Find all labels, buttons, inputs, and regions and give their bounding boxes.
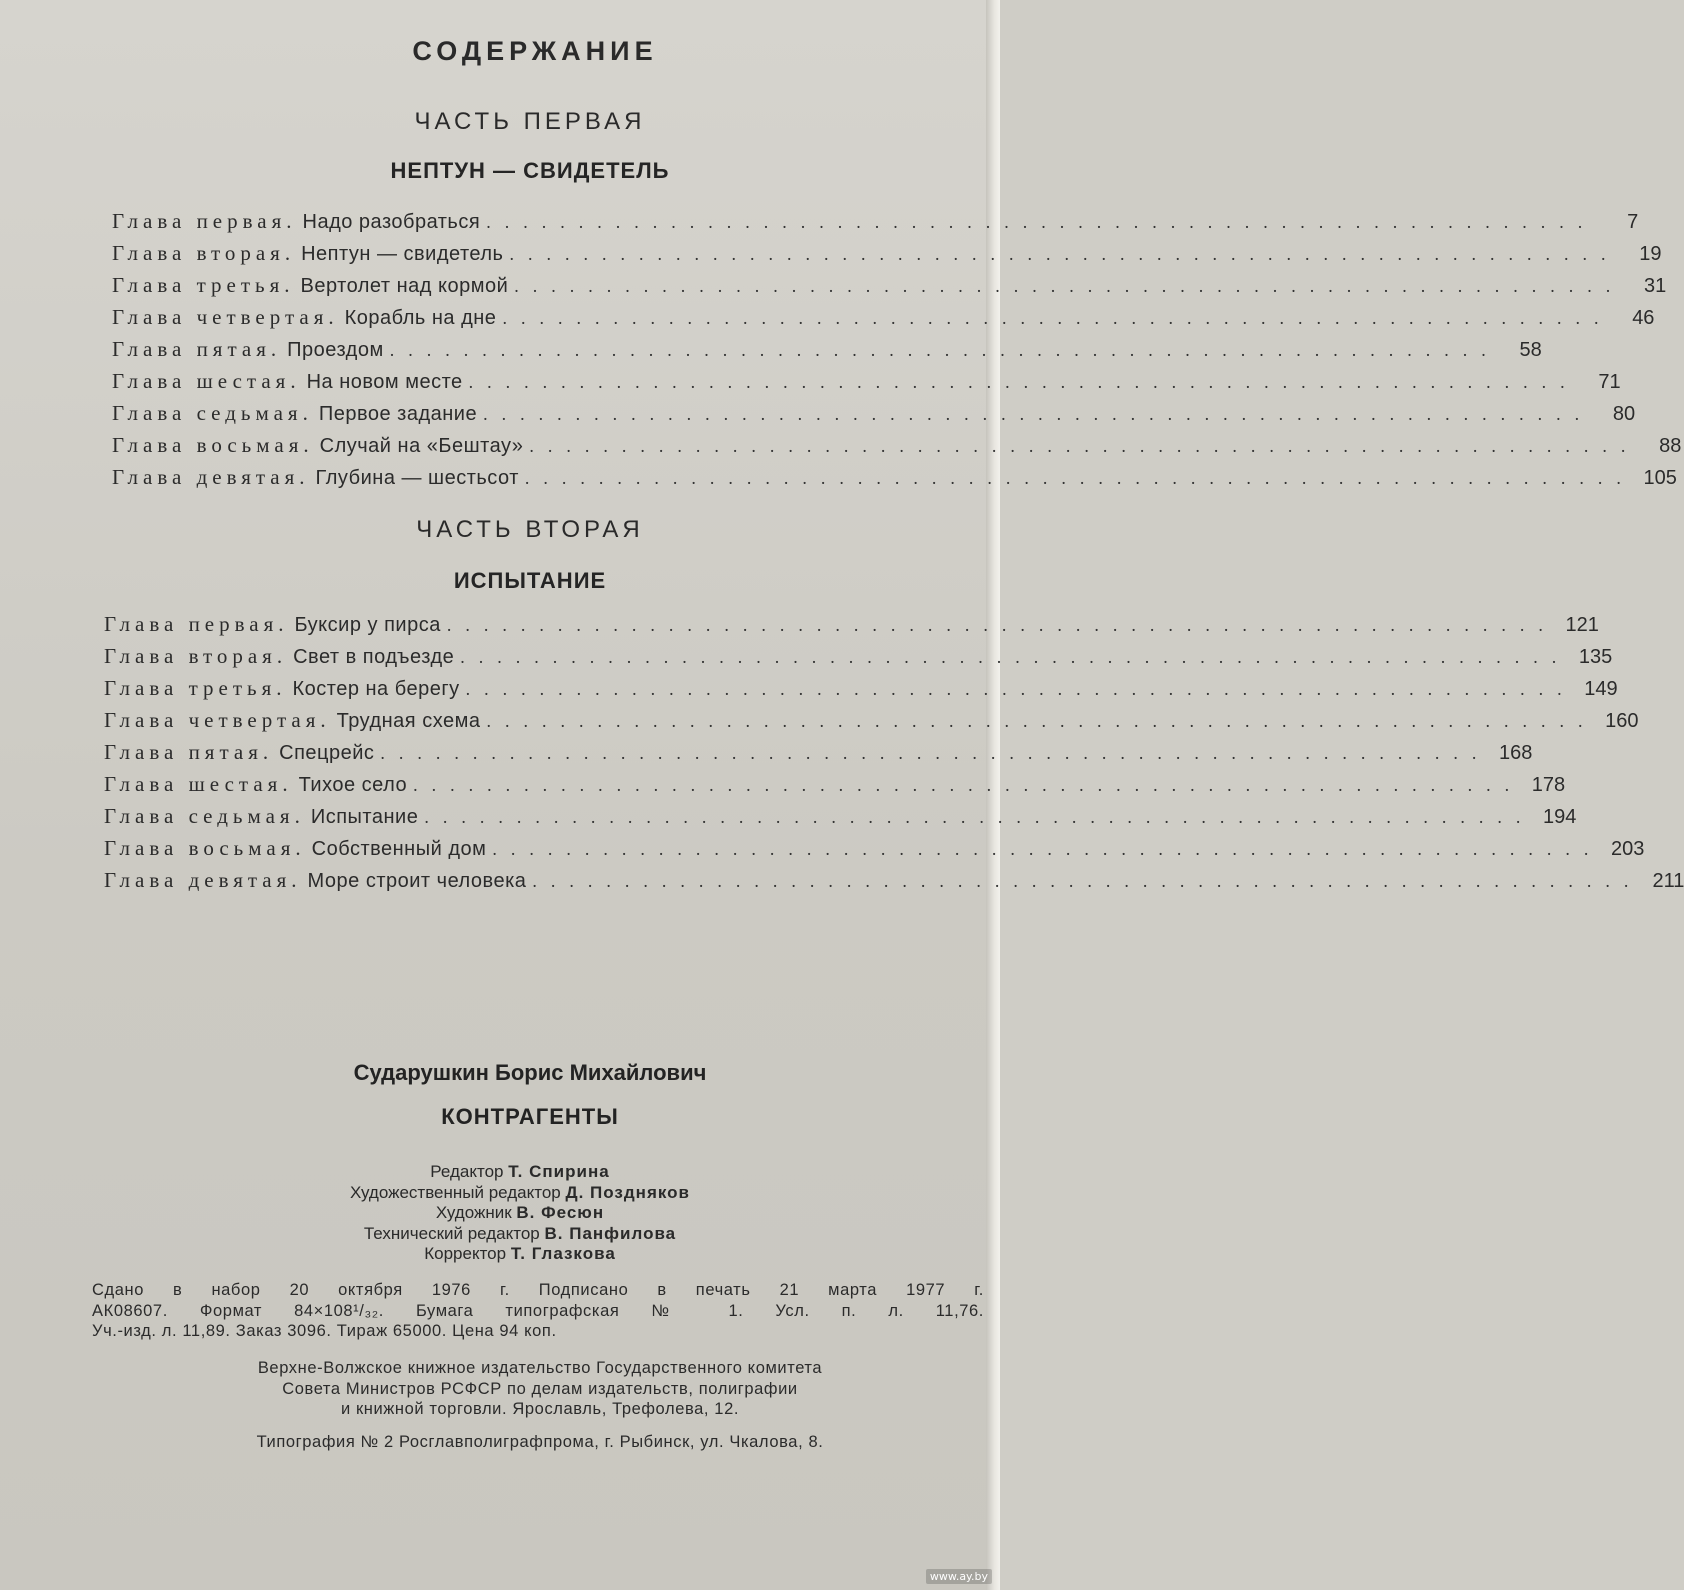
publisher-line: Верхне-Волжское книжное издательство Государственного комитета (257, 1359, 823, 1377)
chapter-label: Глава третья. (104, 676, 287, 700)
leader-dots: ............................................................ (524, 468, 1635, 488)
printer-block (130, 1432, 950, 1453)
chapter-label: Глава третья. (112, 273, 295, 297)
toc-chapter-entry (112, 333, 1542, 365)
toc-chapter-entry (104, 832, 1645, 864)
credit-line (40, 1203, 1000, 1224)
chapter-page-number: 203 (1610, 838, 1645, 860)
credit-person: Т. Глазкова (510, 1244, 616, 1263)
part-one-name: НЕПТУН — СВИДЕТЕЛЬ (390, 158, 670, 183)
toc-heading: СОДЕРЖАНИЕ (412, 36, 658, 66)
chapter-label: Глава пятая. (112, 337, 282, 361)
leader-dots: ............................................................ (468, 372, 1579, 392)
chapter-page-number: 80 (1612, 403, 1636, 425)
toc-chapter-entry (104, 864, 1684, 896)
leader-dots: ............................................................ (509, 244, 1620, 264)
chapter-page-number: 149 (1584, 678, 1618, 700)
book-title: КОНТРАГЕНТЫ (441, 1104, 619, 1129)
chapter-title: Испытание (310, 806, 419, 828)
leader-dots: ............................................................ (446, 615, 1557, 635)
credit-role: Художественный редактор (350, 1182, 561, 1202)
leader-dots: ............................................................ (465, 679, 1576, 699)
leader-dots: ............................................................ (413, 775, 1524, 795)
chapter-label: Глава восьмая. (104, 836, 306, 860)
toc-chapter-entry (112, 429, 1682, 461)
part-two-label: ЧАСТЬ ВТОРАЯ (416, 516, 644, 543)
toc-chapter-entry (104, 608, 1599, 640)
chapter-page-number: 135 (1578, 646, 1613, 668)
leader-dots: ............................................................ (460, 647, 1571, 667)
leader-dots: ............................................................ (529, 436, 1640, 456)
toc-chapter-entry (104, 768, 1566, 800)
chapter-page-number: 121 (1565, 614, 1599, 636)
chapter-title: Случай на «Бештау» (319, 435, 524, 457)
leader-dots: ............................................................ (532, 871, 1643, 891)
chapter-label: Глава четвертая. (104, 708, 331, 732)
chapter-title: Вертолет над кормой (300, 275, 509, 297)
toc-chapter-entry (104, 704, 1639, 736)
part-two-name: ИСПЫТАНИЕ (453, 568, 607, 593)
leader-dots: ............................................................ (514, 276, 1625, 296)
chapter-title: Надо разобраться (302, 211, 481, 233)
printer-line: Типография № 2 Росглавполиграфпрома, г. Рыбинск, ул. Чкалова, 8. (256, 1433, 824, 1451)
credit-role: Редактор (430, 1162, 504, 1181)
imprint-line: Сдано в набор 20 октября 1976 г. Подписано в печать 21 марта 1977 г. (92, 1281, 984, 1299)
chapter-title: Свет в подъезде (293, 646, 455, 668)
chapter-page-number: 194 (1542, 806, 1577, 828)
chapter-title: Море строит человека (307, 870, 527, 892)
credit-line (40, 1224, 1000, 1245)
publisher-block (140, 1358, 940, 1420)
chapter-label: Глава первая. (112, 209, 297, 233)
chapter-page-number: 7 (1627, 211, 1639, 233)
chapter-title: Глубина — шестьсот (315, 467, 519, 489)
chapter-title: Костер на берегу (292, 678, 460, 700)
toc-chapter-entry (104, 640, 1613, 672)
credit-role: Корректор (424, 1244, 507, 1263)
chapter-title: Первое задание (318, 403, 478, 425)
leader-dots: ............................................................ (486, 711, 1597, 731)
toc-chapter-entry (104, 672, 1618, 704)
toc-chapter-entry (112, 301, 1655, 333)
chapter-page-number: 88 (1659, 435, 1682, 457)
part-one-label: ЧАСТЬ ПЕРВАЯ (414, 108, 646, 135)
chapter-page-number: 178 (1531, 774, 1566, 796)
leader-dots: ............................................................ (424, 807, 1535, 827)
chapter-title: Спецрейс (279, 742, 375, 764)
chapter-title: Буксир у пирса (294, 614, 441, 636)
chapter-page-number: 58 (1519, 339, 1542, 361)
imprint-line: АК08607. Формат 84×108¹/₃₂. Бумага типографская № 1. Усл. п. л. 11,76. (92, 1301, 984, 1320)
credit-line (40, 1162, 1000, 1183)
credit-line (40, 1183, 1000, 1204)
chapter-label: Глава восьмая. (112, 433, 314, 457)
chapter-label: Глава четвертая. (112, 305, 339, 329)
part-two-chapter-list (104, 608, 1684, 896)
chapter-page-number: 31 (1644, 275, 1667, 297)
leader-dots: ............................................................ (389, 340, 1500, 360)
chapter-label: Глава девятая. (104, 868, 302, 892)
chapter-page-number: 19 (1639, 243, 1662, 265)
credit-role: Художник (435, 1203, 512, 1222)
publisher-line: Совета Министров РСФСР по делам издательств, полиграфии (282, 1379, 798, 1398)
chapter-label: Глава вторая. (104, 644, 288, 668)
leader-dots: ............................................................ (483, 404, 1594, 424)
chapter-page-number: 168 (1499, 742, 1533, 764)
chapter-title: На новом месте (306, 371, 463, 393)
author-name: Сударушкин Борис Михайлович (353, 1060, 707, 1085)
chapter-title: Тихое село (298, 774, 408, 796)
chapter-label: Глава первая. (104, 612, 289, 636)
toc-chapter-entry (112, 365, 1621, 397)
toc-chapter-entry (112, 397, 1636, 429)
chapter-title: Проездом (287, 339, 384, 361)
leader-dots: ............................................................ (492, 839, 1603, 859)
leader-dots: ............................................................ (502, 308, 1613, 328)
toc-chapter-entry (104, 800, 1577, 832)
credit-person: Д. Поздняков (565, 1182, 690, 1202)
credit-role: Технический редактор (363, 1223, 540, 1243)
part-one-chapter-list (112, 205, 1682, 493)
chapter-page-number: 105 (1643, 467, 1677, 489)
chapter-label: Глава седьмая. (104, 804, 305, 828)
chapter-label: Глава седьмая. (112, 401, 313, 425)
chapter-page-number: 46 (1632, 307, 1655, 329)
chapter-title: Трудная схема (336, 710, 481, 732)
imprint-line: Уч.-изд. л. 11,89. Заказ 3096. Тираж 65000. Цена 94 коп. (92, 1322, 557, 1340)
chapter-title: Собственный дом (311, 838, 487, 860)
credit-person: В. Панфилова (544, 1223, 677, 1243)
credit-person: В. Фесюн (516, 1203, 605, 1222)
credits-block (0, 1162, 1000, 1265)
credit-person: Т. Спирина (508, 1162, 610, 1181)
site-watermark: www.ay.by (926, 1569, 992, 1584)
toc-chapter-entry (104, 736, 1533, 768)
chapter-title: Нептун — свидетель (301, 243, 504, 265)
chapter-label: Глава шестая. (112, 369, 301, 393)
leader-dots: ............................................................ (486, 212, 1597, 232)
credit-line (40, 1244, 1000, 1265)
publisher-line: и книжной торговли. Ярославль, Трефолева, 12. (340, 1400, 740, 1418)
chapter-page-number: 71 (1598, 371, 1621, 393)
chapter-page-number: 160 (1605, 710, 1639, 732)
toc-chapter-entry (112, 269, 1667, 301)
toc-chapter-entry (112, 205, 1639, 237)
chapter-label: Глава пятая. (104, 740, 274, 764)
chapter-label: Глава вторая. (112, 241, 296, 265)
chapter-label: Глава девятая. (112, 465, 310, 489)
toc-chapter-entry (112, 461, 1677, 493)
toc-chapter-entry (112, 237, 1662, 269)
chapter-label: Глава шестая. (104, 772, 293, 796)
chapter-title: Корабль на дне (344, 307, 497, 329)
chapter-page-number: 211 (1652, 870, 1684, 892)
imprint-block (92, 1280, 984, 1342)
leader-dots: ............................................................ (380, 743, 1491, 763)
